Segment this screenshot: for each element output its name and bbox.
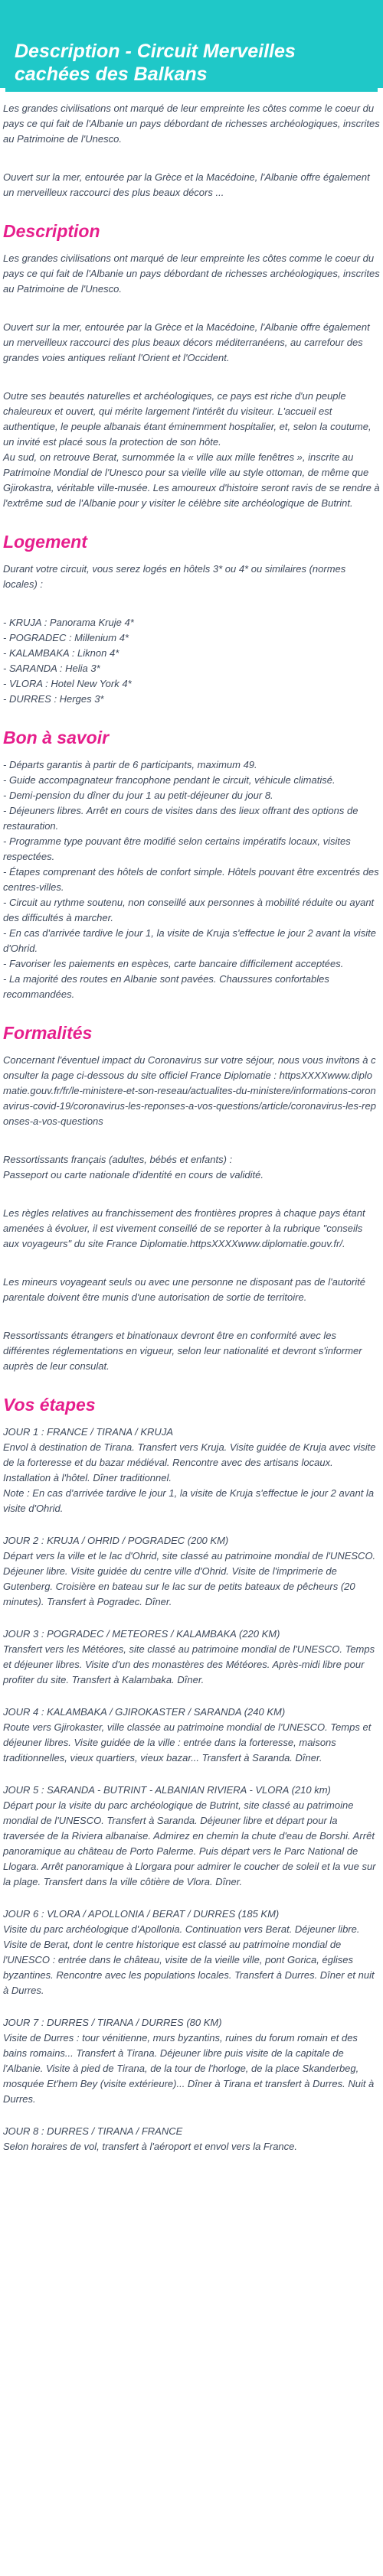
list-item: - Programme type pouvant être modifié selon certains impératifs locaux, visites respectées. bbox=[3, 835, 351, 862]
day-block bbox=[3, 1783, 380, 1890]
formalites-heading: Formalités bbox=[3, 1023, 93, 1043]
description-heading: Description bbox=[3, 221, 100, 241]
day-title: JOUR 6 : VLORA / APOLLONIA / BERAT / DURRES (185 KM) bbox=[3, 1908, 280, 1920]
logement-intro: Durant votre circuit, vous serez logés en hôtels 3* ou 4* ou similaires (normes locales) : bbox=[3, 563, 346, 590]
list-item: - Favoriser les paiements en espèces, carte bancaire difficilement acceptées. bbox=[3, 958, 344, 969]
list-item: - Circuit au rythme soutenu, non conseillé aux personnes à mobilité réduite ou ayant des difficultés à marcher. bbox=[3, 897, 375, 923]
list-item: - KALAMBAKA : Liknon 4* bbox=[3, 647, 119, 659]
formalites-paragraph: Ressortissants étrangers et binationaux devront être en conformité avec les différentes réglementations en vigueur, selon leur nationalité et devront s'informer auprès de leur consulat. bbox=[3, 1330, 362, 1372]
intro-paragraph-1: Les grandes civilisations ont marqué de leur empreinte les côtes comme le coeur du pays ce qui fait de l'Albanie un pays débordant de richesses archéologiques, inscrites au Patrimoine de l'Unesco. bbox=[3, 103, 380, 145]
description-paragraph: Les grandes civilisations ont marqué de leur empreinte les côtes comme le coeur du pays ce qui fait de l'Albanie un pays débordant de richesses archéologiques, inscrites au Patrimoine de l'Unesco. bbox=[3, 252, 380, 295]
day-text: Départ pour la visite du parc archéologique de Butrint, site classé au patrimoine mondial de l'UNESCO. Transfert à Saranda. Déjeuner libre et départ pour la traversée de la Riviera albanaise. Admirez en chemin la chute d'eau de Borshi. Arrêt panoramique au château de Porto Palerme. Puis départ vers le Parc National de Llogara. Arrêt panoramique à Llorgara pour admirer le coucher de soleil et la vue sur la plage. Transfert dans la ville côtière de Vlora. Dîner. bbox=[3, 1799, 376, 1887]
day-text: Route vers Gjirokaster, ville classée au patrimoine mondial de l'UNESCO. Temps et déjeuner libres. Visite guidée de la ville : entrée dans la forteresse, maisons traditionnelles, vieux quartiers, vieux bazar... Transfert à Saranda. Dîner. bbox=[3, 1721, 372, 1763]
etapes-heading: Vos étapes bbox=[3, 1395, 96, 1415]
hotel-list bbox=[3, 615, 380, 707]
bon-a-savoir-section bbox=[2, 727, 381, 1002]
day-block bbox=[3, 1533, 380, 1610]
page-title: Description - Circuit Merveilles cachées des Balkans bbox=[15, 41, 296, 85]
day-block bbox=[3, 2124, 380, 2154]
list-item: - Guide accompagnateur francophone pendant le circuit, véhicule climatisé. bbox=[3, 774, 336, 786]
formalites-paragraph: Ressortissants français (adultes, bébés et enfants) : Passeport ou carte nationale d'identité en cours de validité. bbox=[3, 1154, 264, 1181]
title-box bbox=[5, 34, 378, 92]
day-title: JOUR 1 : FRANCE / TIRANA / KRUJA bbox=[3, 1426, 173, 1438]
intro-paragraph-2: Ouvert sur la mer, entourée par la Grèce et la Macédoine, l'Albanie offre également un merveilleux raccourci des plus beaux décors ... bbox=[3, 171, 370, 198]
day-block bbox=[3, 2015, 380, 2107]
logement-section bbox=[2, 531, 381, 707]
day-block bbox=[3, 1627, 380, 1688]
list-item: - Étapes comprenant des hôtels de confort simple. Hôtels pouvant être excentrés des centres-villes. bbox=[3, 866, 379, 893]
list-item: - POGRADEC : Millenium 4* bbox=[3, 632, 129, 643]
description-paragraph: Au sud, on retrouve Berat, surnommée la « ville aux mille fenêtres », inscrite au Patrimoine Mondial de l'Unesco pour sa vieille ville au style ottoman, de même que Gjirokastra, véritable ville-musée. Les amoureux d'histoire seront ravis de se rendre à l'extrême sud de l'Albanie pour y visiter le célèbre site archéologique de Butrint. bbox=[3, 451, 380, 509]
list-item: - La majorité des routes en Albanie sont pavées. Chaussures confortables recommandées. bbox=[3, 973, 329, 1000]
formalites-section bbox=[2, 1022, 381, 1374]
day-title: JOUR 5 : SARANDA - BUTRINT - ALBANIAN RIVIERA - VLORA (210 km) bbox=[3, 1784, 331, 1796]
list-item: - En cas d'arrivée tardive le jour 1, la visite de Kruja s'effectue le jour 2 avant la visite d'Ohrid. bbox=[3, 927, 376, 954]
formalites-paragraph: Les règles relatives au franchissement des frontières propres à chaque pays étant amenées à évoluer, il est vivement conseillé de se reporter à la rubrique "conseils aux voyageurs" du site France Diplomatie.httpsXXXXwww.diplomatie.gouv.fr/. bbox=[3, 1207, 365, 1249]
day-text: Envol à destination de Tirana. Transfert vers Kruja. Visite guidée de Kruja avec visite de la forteresse et du bazar médiéval. Rencontre avec des artisans locaux. Installation à l'hôtel. Dîner traditionnel. Note : En cas d'arrivée tardive le jour 1, la visite de Kruja s'effectue le jour 2 avant la visite d'Ohrid. bbox=[3, 1441, 376, 1514]
day-block bbox=[3, 1907, 380, 1998]
day-title: JOUR 7 : DURRES / TIRANA / DURRES (80 KM) bbox=[3, 2017, 222, 2028]
formalites-paragraph: Les mineurs voyageant seuls ou avec une personne ne disposant pas de l'autorité parentale doivent être munis d'une autorisation de sortie de territoire. bbox=[3, 1276, 365, 1303]
day-text: Transfert vers les Météores, site classé au patrimoine mondial de l'UNESCO. Temps et déjeuner libres. Visite d'un des monastères des Météores. Après-midi libre pour profiter du site. Transfert à Kalambaka. Dîner. bbox=[3, 1643, 375, 1685]
day-text: Visite de Durres : tour vénitienne, murs byzantins, ruines du forum romain et des bains romains... Transfert à Tirana. Déjeuner libre puis visite de la capitale de l'Albanie. Visite à pied de Tirana, de la tour de l'horloge, de la place Skanderbeg, mosquée Et'hem Bey (visite extérieure)... Dîner à Tirana et transfert à Durres. Nuit à Durres. bbox=[3, 2032, 375, 2105]
day-text: Selon horaires de vol, transfert à l'aéroport et envol vers la France. bbox=[3, 2141, 298, 2152]
bon-a-savoir-heading: Bon à savoir bbox=[3, 728, 110, 747]
day-block bbox=[3, 1705, 380, 1766]
day-title: JOUR 2 : KRUJA / OHRID / POGRADEC (200 KM) bbox=[3, 1535, 229, 1546]
day-block bbox=[3, 1425, 380, 1516]
day-title: JOUR 3 : POGRADEC / METEORES / KALAMBAKA (220 KM) bbox=[3, 1628, 280, 1640]
list-item: - Demi-pension du dîner du jour 1 au petit-déjeuner du jour 8. bbox=[3, 790, 273, 801]
intro-section bbox=[2, 101, 381, 200]
day-title: JOUR 4 : KALAMBAKA / GJIROKASTER / SARANDA (240 KM) bbox=[3, 1706, 286, 1718]
list-item: - Départs garantis à partir de 6 participants, maximum 49. bbox=[3, 759, 257, 770]
description-paragraph: Ouvert sur la mer, entourée par la Grèce et la Macédoine, l'Albanie offre également un merveilleux raccourci des plus beaux décors méditerranéens, au carrefour des grandes voies antiques reliant l'Orient et l'Occident. bbox=[3, 321, 370, 363]
description-section bbox=[2, 220, 381, 511]
info-list bbox=[3, 757, 380, 1002]
day-text: Visite du parc archéologique d'Apollonia. Continuation vers Berat. Déjeuner libre. Visite de Berat, dont le centre historique est classé au patrimoine mondial de l'UNESCO : entrée dans le château, visite de la vieille ville, pont Gorica, églises byzantines. Rencontre avec les populations locales. Transfert à Durres. Dîner et nuit à Durres. bbox=[3, 1923, 375, 1996]
list-item: - Déjeuners libres. Arrêt en cours de visites dans des lieux offrant des options de restauration. bbox=[3, 805, 358, 832]
etapes-section bbox=[2, 1394, 381, 2154]
list-item: - SARANDA : Helia 3* bbox=[3, 663, 100, 674]
list-item: - DURRES : Herges 3* bbox=[3, 693, 104, 705]
day-text: Départ vers la ville et le lac d'Ohrid, site classé au patrimoine mondial de l'UNESCO. Déjeuner libre. Visite guidée du centre ville d'Ohrid. Visite de l'imprimerie de Gutenberg. Croisière en bateau sur le lac sur de petits bateaux de pêcheurs (20 minutes). Transfert à Pogradec. Dîner. bbox=[3, 1550, 376, 1607]
logement-heading: Logement bbox=[3, 532, 87, 552]
list-item: - KRUJA : Panorama Kruje 4* bbox=[3, 617, 134, 628]
day-title: JOUR 8 : DURRES / TIRANA / FRANCE bbox=[3, 2125, 183, 2137]
list-item: - VLORA : Hotel New York 4* bbox=[3, 678, 132, 689]
formalites-paragraph: Concernant l'éventuel impact du Coronavirus sur votre séjour, nous vous invitons à consulter la page ci-dessous du site officiel France Diplomatie : httpsXXXXwww.diplomatie.gouv.fr/fr/le-ministere-et-son-reseau/actualites-du-ministere/informations-coronavirus-covid-19/coronavirus-les-reponses-a-vos-questions/article/coronavirus-les-reponses-a-vos-questions bbox=[3, 1054, 376, 1127]
description-paragraph: Outre ses beautés naturelles et archéologiques, ce pays est riche d'un peuple chaleureux et ouvert, qui mérite largement l'intérêt du visiteur. L'accueil est authentique, le peuple albanais étant éminemment hospitalier, et, selon la coutume, un invité est placé sous la protection de son hôte. bbox=[3, 390, 372, 448]
